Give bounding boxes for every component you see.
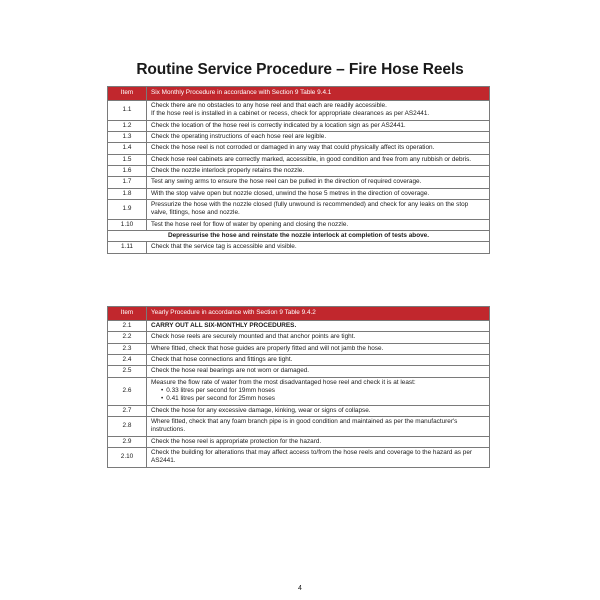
page-title: Routine Service Procedure – Fire Hose Reels <box>136 61 464 78</box>
item-number: 2.8 <box>108 416 147 436</box>
item-number: 2.1 <box>108 321 147 332</box>
table-row <box>108 366 490 377</box>
flow-rate-item: • 0.33 litres per second for 19mm hoses <box>161 387 485 395</box>
item-description: CARRY OUT ALL SIX-MONTHLY PROCEDURES. <box>147 321 490 332</box>
table-row <box>108 416 490 436</box>
table-row <box>108 377 490 405</box>
table-row <box>108 321 490 332</box>
description-line: If the hose reel is installed in a cabinet or recess, check for appropriate clearances as per AS2441. <box>151 110 430 118</box>
item-number: 1.11 <box>108 242 147 253</box>
table-row <box>108 199 490 219</box>
item-description: Check the hose real bearings are not worn or damaged. <box>147 366 490 377</box>
item-number: 2.5 <box>108 366 147 377</box>
item-description <box>147 101 490 121</box>
table-row <box>108 332 490 343</box>
item-number: 1.4 <box>108 143 147 154</box>
flow-rate-list <box>151 387 485 404</box>
item-number: 1.3 <box>108 131 147 142</box>
item-description: Where fitted, check that hose guides are properly fitted and will not jamb the hose. <box>147 343 490 354</box>
item-description: With the stop valve open but nozzle closed, unwind the hose 5 metres in the direction of coverage. <box>147 188 490 199</box>
item-description: Check the operating instructions of each hose reel are legible. <box>147 131 490 142</box>
item-number: 2.3 <box>108 343 147 354</box>
item-description: Check the location of the hose reel is correctly indicated by a location sign as per AS2441. <box>147 120 490 131</box>
table-row <box>108 101 490 121</box>
item-number: 2.7 <box>108 405 147 416</box>
table-row <box>108 242 490 253</box>
item-description: Check the hose reel is appropriate protection for the hazard. <box>147 436 490 447</box>
item-description: Check that hose connections and fittings are tight. <box>147 354 490 365</box>
item-number: 1.1 <box>108 101 147 121</box>
item-number: 1.9 <box>108 199 147 219</box>
item-description <box>147 377 490 405</box>
header-item: Item <box>108 307 147 321</box>
header-procedure: Yearly Procedure in accordance with Section 9 Table 9.4.2 <box>147 307 490 321</box>
table-row <box>108 436 490 447</box>
table-row <box>108 177 490 188</box>
table-row <box>108 354 490 365</box>
item-description: Check the hose reel is not corroded or damaged in any way that could physically affect its operation. <box>147 143 490 154</box>
item-description: Test any swing arms to ensure the hose reel can be pulled in the direction of required coverage. <box>147 177 490 188</box>
table-row <box>108 154 490 165</box>
item-description: Check hose reel cabinets are correctly marked, accessible, in good condition and free from any rubbish or debris. <box>147 154 490 165</box>
table-row <box>108 447 490 467</box>
description-line: Check there are no obstacles to any hose reel and that each are readily accessible. <box>151 102 387 109</box>
flow-rate-item: • 0.41 litres per second for 25mm hoses <box>161 395 485 403</box>
table-row <box>108 120 490 131</box>
table-row <box>108 405 490 416</box>
item-number: 2.6 <box>108 377 147 405</box>
item-number: 1.5 <box>108 154 147 165</box>
table-row <box>108 165 490 176</box>
item-number: 2.10 <box>108 447 147 467</box>
header-item: Item <box>108 87 147 101</box>
page-number: 4 <box>298 585 302 592</box>
item-number: 2.2 <box>108 332 147 343</box>
table-header-row <box>108 307 490 321</box>
item-description: Pressurize the hose with the nozzle closed (fully unwound is recommended) and check for any leaks on the stop valve, fittings, hose and nozzle. <box>147 199 490 219</box>
item-description: Check that the service tag is accessible and visible. <box>147 242 490 253</box>
item-number: 1.7 <box>108 177 147 188</box>
item-number: 2.4 <box>108 354 147 365</box>
six-monthly-procedure-table <box>107 86 490 254</box>
depressurise-note: Depressurise the hose and reinstate the nozzle interlock at completion of tests above. <box>108 230 490 241</box>
item-description: Where fitted, check that any foam branch pipe is in good condition and maintained as per the manufacturer's instructions. <box>147 416 490 436</box>
description-line: Measure the flow rate of water from the most disadvantaged hose reel and check it is at least: <box>151 378 416 386</box>
table-row <box>108 188 490 199</box>
item-number: 1.2 <box>108 120 147 131</box>
item-number: 1.6 <box>108 165 147 176</box>
item-description: Check the building for alterations that may affect access to/from the hose reels and coverage to the hazard as per AS2441. <box>147 447 490 467</box>
table-row <box>108 343 490 354</box>
item-description: Check the nozzle interlock properly retains the nozzle. <box>147 165 490 176</box>
table-note-row <box>108 230 490 241</box>
yearly-procedure-table <box>107 306 490 468</box>
item-number: 1.10 <box>108 219 147 230</box>
table-row <box>108 131 490 142</box>
item-description: Check the hose for any excessive damage, kinking, wear or signs of collapse. <box>147 405 490 416</box>
item-number: 1.8 <box>108 188 147 199</box>
table-header-row <box>108 87 490 101</box>
table-row <box>108 143 490 154</box>
item-description: Test the hose reel for flow of water by opening and closing the nozzle. <box>147 219 490 230</box>
item-description: Check hose reels are securely mounted and that anchor points are tight. <box>147 332 490 343</box>
table-row <box>108 219 490 230</box>
header-procedure: Six Monthly Procedure in accordance with Section 9 Table 9.4.1 <box>147 87 490 101</box>
item-number: 2.9 <box>108 436 147 447</box>
